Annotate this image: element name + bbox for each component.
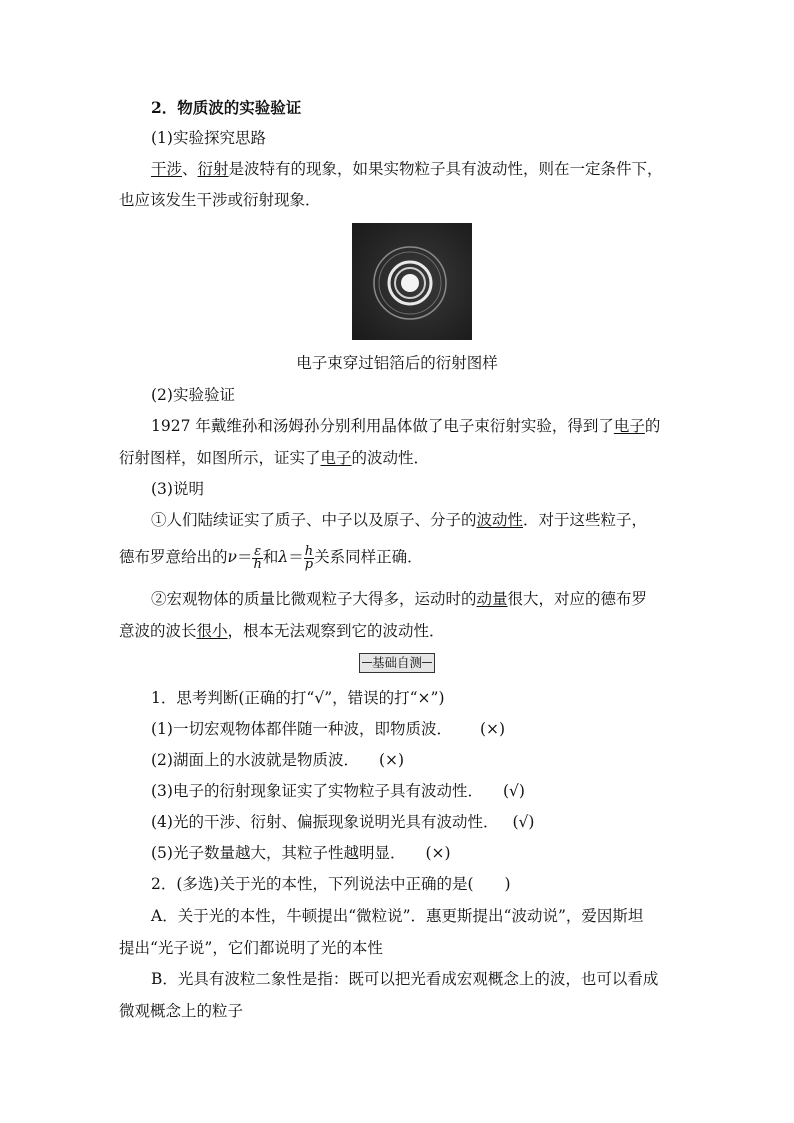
fraction-numerator: h xyxy=(304,543,314,559)
self-test-banner xyxy=(0,653,794,673)
option-b-line2: 微观概念上的粒子 xyxy=(119,1002,244,1020)
item-text: (4)光的干涉、衍射、偏振现象说明光具有波动性． xyxy=(151,813,499,831)
item-text: (2)湖面上的水波就是物质波． xyxy=(151,751,359,769)
answer-mark: (√) xyxy=(502,782,525,800)
figure-caption: 电子束穿过铝箔后的衍射图样 xyxy=(296,354,498,372)
text-run: 1927 年戴维孙和汤姆孙分别利用晶体做了电子束衍射实验，得到了 xyxy=(151,417,614,435)
paragraph-idea-line2: 也应该发生干涉或衍射现象． xyxy=(119,191,321,209)
fraction-h-over-p xyxy=(304,543,314,572)
answer-mark: (×) xyxy=(425,844,451,862)
text-run: 很大，对应的德布罗 xyxy=(507,590,648,608)
option-a-line2: 提出“光子说”，它们都说明了光的本性 xyxy=(119,939,383,957)
text-run: ，根本无法观察到它的波动性． xyxy=(227,622,445,640)
judgement-item-2 xyxy=(151,749,404,771)
text-run: 和 xyxy=(262,548,279,566)
question-2-stem: 2．(多选)关于光的本性，下列说法中正确的是( ) xyxy=(151,875,511,893)
underlined-term: 波动性 xyxy=(476,511,524,529)
item-text: (3)电子的衍射现象证实了实物粒子具有波动性． xyxy=(151,782,483,800)
item-text: (5)光子数量越大，其粒子性越明显． xyxy=(151,844,406,862)
text-run: ．对于这些粒子， xyxy=(523,511,648,529)
fraction-epsilon-over-h xyxy=(252,543,262,572)
section-heading: 2．物质波的实验验证 xyxy=(151,98,302,117)
paragraph-idea-line1 xyxy=(151,158,663,180)
judgement-item-3 xyxy=(151,780,525,802)
paragraph-explain-line1 xyxy=(151,509,647,531)
answer-mark: (×) xyxy=(378,751,405,769)
text-run: 是波特有的现象，如果实物粒子具有波动性，则在一定条件下， xyxy=(228,160,663,178)
answer-mark: (√) xyxy=(512,813,535,831)
text-run: 、 xyxy=(182,160,198,178)
answer-mark: (×) xyxy=(479,720,506,738)
nu-symbol: ν xyxy=(227,548,237,566)
paragraph-macro-line2 xyxy=(119,620,445,642)
paragraph-verify-line2 xyxy=(119,447,429,469)
subheading-idea: (1)实验探究思路 xyxy=(151,129,266,147)
subheading-verify: (2)实验验证 xyxy=(151,386,235,404)
underlined-term: 动量 xyxy=(476,590,508,608)
option-b-line1: B．光具有波粒二象性是指：既可以把光看成宏观概念上的波，也可以看成 xyxy=(151,970,659,988)
fraction-numerator: ε xyxy=(254,543,262,559)
paragraph-macro-line1 xyxy=(151,588,647,610)
paragraph-verify-line1 xyxy=(151,415,660,437)
judgement-item-5 xyxy=(151,842,451,864)
equals-sign: ＝ xyxy=(288,548,304,566)
text-run: 的波动性． xyxy=(351,449,430,467)
judgement-item-4 xyxy=(151,811,534,833)
fraction-denominator: p xyxy=(304,556,314,572)
diffraction-rings-icon xyxy=(352,223,472,340)
text-run: 德布罗意给出的 xyxy=(119,548,228,566)
equals-sign: ＝ xyxy=(236,548,253,566)
lambda-symbol: λ xyxy=(278,548,289,566)
underlined-term: 电子 xyxy=(613,417,645,435)
text-run: ①人们陆续证实了质子、中子以及原子、分子的 xyxy=(151,511,477,529)
underlined-term: 干涉 xyxy=(151,160,183,178)
text-run: 意波的波长 xyxy=(119,622,197,640)
judgement-item-1 xyxy=(151,718,505,740)
item-text: (1)一切宏观物体都伴随一种波，即物质波． xyxy=(151,720,452,738)
subheading-explain: (3)说明 xyxy=(151,480,204,498)
option-a-line1: A．关于光的本性，牛顿提出“微粒说”．惠更斯提出“波动说”，爱因斯坦 xyxy=(151,907,644,925)
text-run: 关系同样正确． xyxy=(314,548,423,566)
underlined-term: 衍射 xyxy=(197,160,229,178)
self-test-badge: 基础自测 xyxy=(359,653,435,673)
fraction-denominator: h xyxy=(253,556,262,572)
text-run: 衍射图样，如图所示，证实了 xyxy=(119,449,321,467)
underlined-term: 很小 xyxy=(196,622,228,640)
text-run: 的 xyxy=(644,417,661,435)
question-1-stem: 1．思考判断(正确的打“√”，错误的打“×”) xyxy=(151,689,445,707)
paragraph-explain-line2 xyxy=(119,543,423,571)
diffraction-pattern-image xyxy=(352,223,472,340)
underlined-term: 电子 xyxy=(320,449,352,467)
text-run: ②宏观物体的质量比微观粒子大得多，运动时的 xyxy=(151,590,477,608)
